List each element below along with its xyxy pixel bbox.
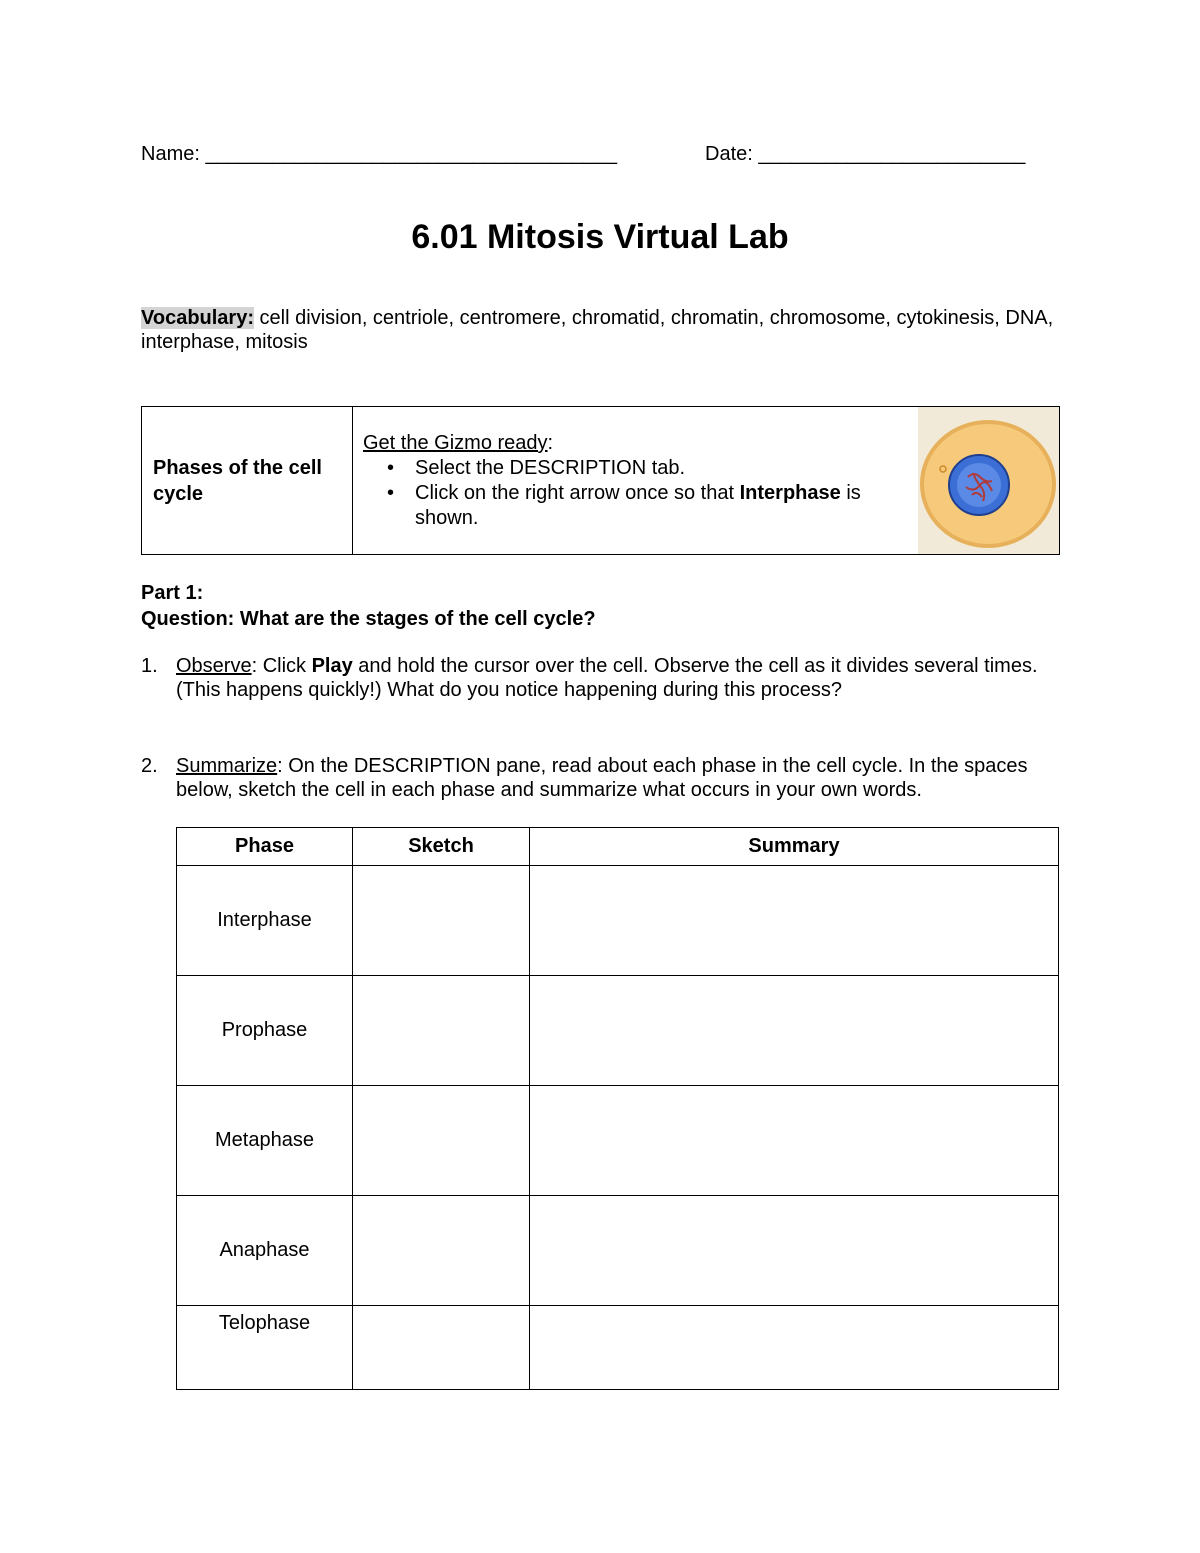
question-text: : Click (251, 655, 312, 677)
table-row (177, 866, 1059, 976)
phase-table (176, 827, 1059, 1390)
phase-name: Prophase (177, 976, 353, 1086)
phase-name: Telophase (177, 1306, 353, 1390)
gizmo-ready-heading: Get the Gizmo ready (363, 432, 548, 454)
list-item (387, 456, 918, 481)
question-lead: Summarize (176, 755, 278, 777)
date-field[interactable] (705, 142, 1025, 166)
table-row (177, 976, 1059, 1086)
part-1-question: Question: What are the stages of the cell cycle? (141, 608, 596, 630)
sketch-cell[interactable] (353, 1306, 530, 1390)
step-1-text: Select the DESCRIPTION tab. (415, 457, 686, 479)
step-2-bold: Interphase (739, 482, 841, 504)
question-lead: Observe (176, 655, 252, 677)
header-summary: Summary (530, 828, 1059, 866)
name-field[interactable] (141, 142, 617, 166)
sketch-cell[interactable] (353, 1196, 530, 1306)
table-row (177, 1086, 1059, 1196)
date-blank: ________________________ (758, 143, 1026, 165)
list-item (387, 481, 918, 531)
bullet-icon: • (387, 457, 395, 479)
vocabulary-section (141, 306, 1061, 354)
colon: : (547, 432, 554, 454)
table-header-row (177, 828, 1059, 866)
phase-name: Metaphase (177, 1086, 353, 1196)
phase-name: Interphase (177, 866, 353, 976)
question-text: and hold the cursor over the cell. Observe the cell as it divides several times. (This happens quickly!) What do you notice happening during this process? (176, 655, 1038, 701)
header-sketch: Sketch (353, 828, 530, 866)
summary-cell[interactable] (530, 1306, 1059, 1390)
part-1-heading (141, 580, 596, 632)
question-bold: Play (311, 655, 353, 677)
question-number: 1. (141, 655, 158, 677)
step-2-text: Click on the right arrow once so that (415, 482, 740, 504)
header-phase: Phase (177, 828, 353, 866)
phase-name: Anaphase (177, 1196, 353, 1306)
question-1 (141, 654, 1061, 702)
cell-image (918, 407, 1059, 554)
summary-cell[interactable] (530, 976, 1059, 1086)
question-number: 2. (141, 755, 158, 777)
interphase-cell-icon (918, 407, 1059, 554)
bullet-icon: • (387, 482, 395, 504)
vocabulary-terms: cell division, centriole, centromere, chromatid, chromatin, chromosome, cytokinesis, DNA, interphase, mitosis (141, 307, 1054, 353)
date-label: Date: (705, 143, 753, 165)
question-text: : On the DESCRIPTION pane, read about each phase in the cell cycle. In the spaces below, sketch the cell in each phase and summarize what occurs in your own words. (176, 755, 1028, 801)
sketch-cell[interactable] (353, 976, 530, 1086)
step-2-tail: is shown. (415, 482, 861, 529)
table-row (177, 1196, 1059, 1306)
instruction-list (363, 456, 918, 531)
table-row (177, 1306, 1059, 1390)
vocabulary-label: Vocabulary: (141, 307, 254, 329)
gizmo-ready-box (141, 406, 1060, 555)
page-title: 6.01 Mitosis Virtual Lab (411, 218, 789, 256)
part-1-label: Part 1: (141, 582, 204, 604)
name-blank: _____________________________________ (205, 143, 618, 165)
name-label: Name: (141, 143, 200, 165)
sketch-cell[interactable] (353, 1086, 530, 1196)
summary-cell[interactable] (530, 1196, 1059, 1306)
phases-label-cell (142, 407, 353, 554)
question-2 (141, 754, 1061, 802)
summary-cell[interactable] (530, 1086, 1059, 1196)
gizmo-instructions (353, 407, 918, 554)
phases-label: Phases of the cell cycle (153, 456, 322, 505)
sketch-cell[interactable] (353, 866, 530, 976)
summary-cell[interactable] (530, 866, 1059, 976)
